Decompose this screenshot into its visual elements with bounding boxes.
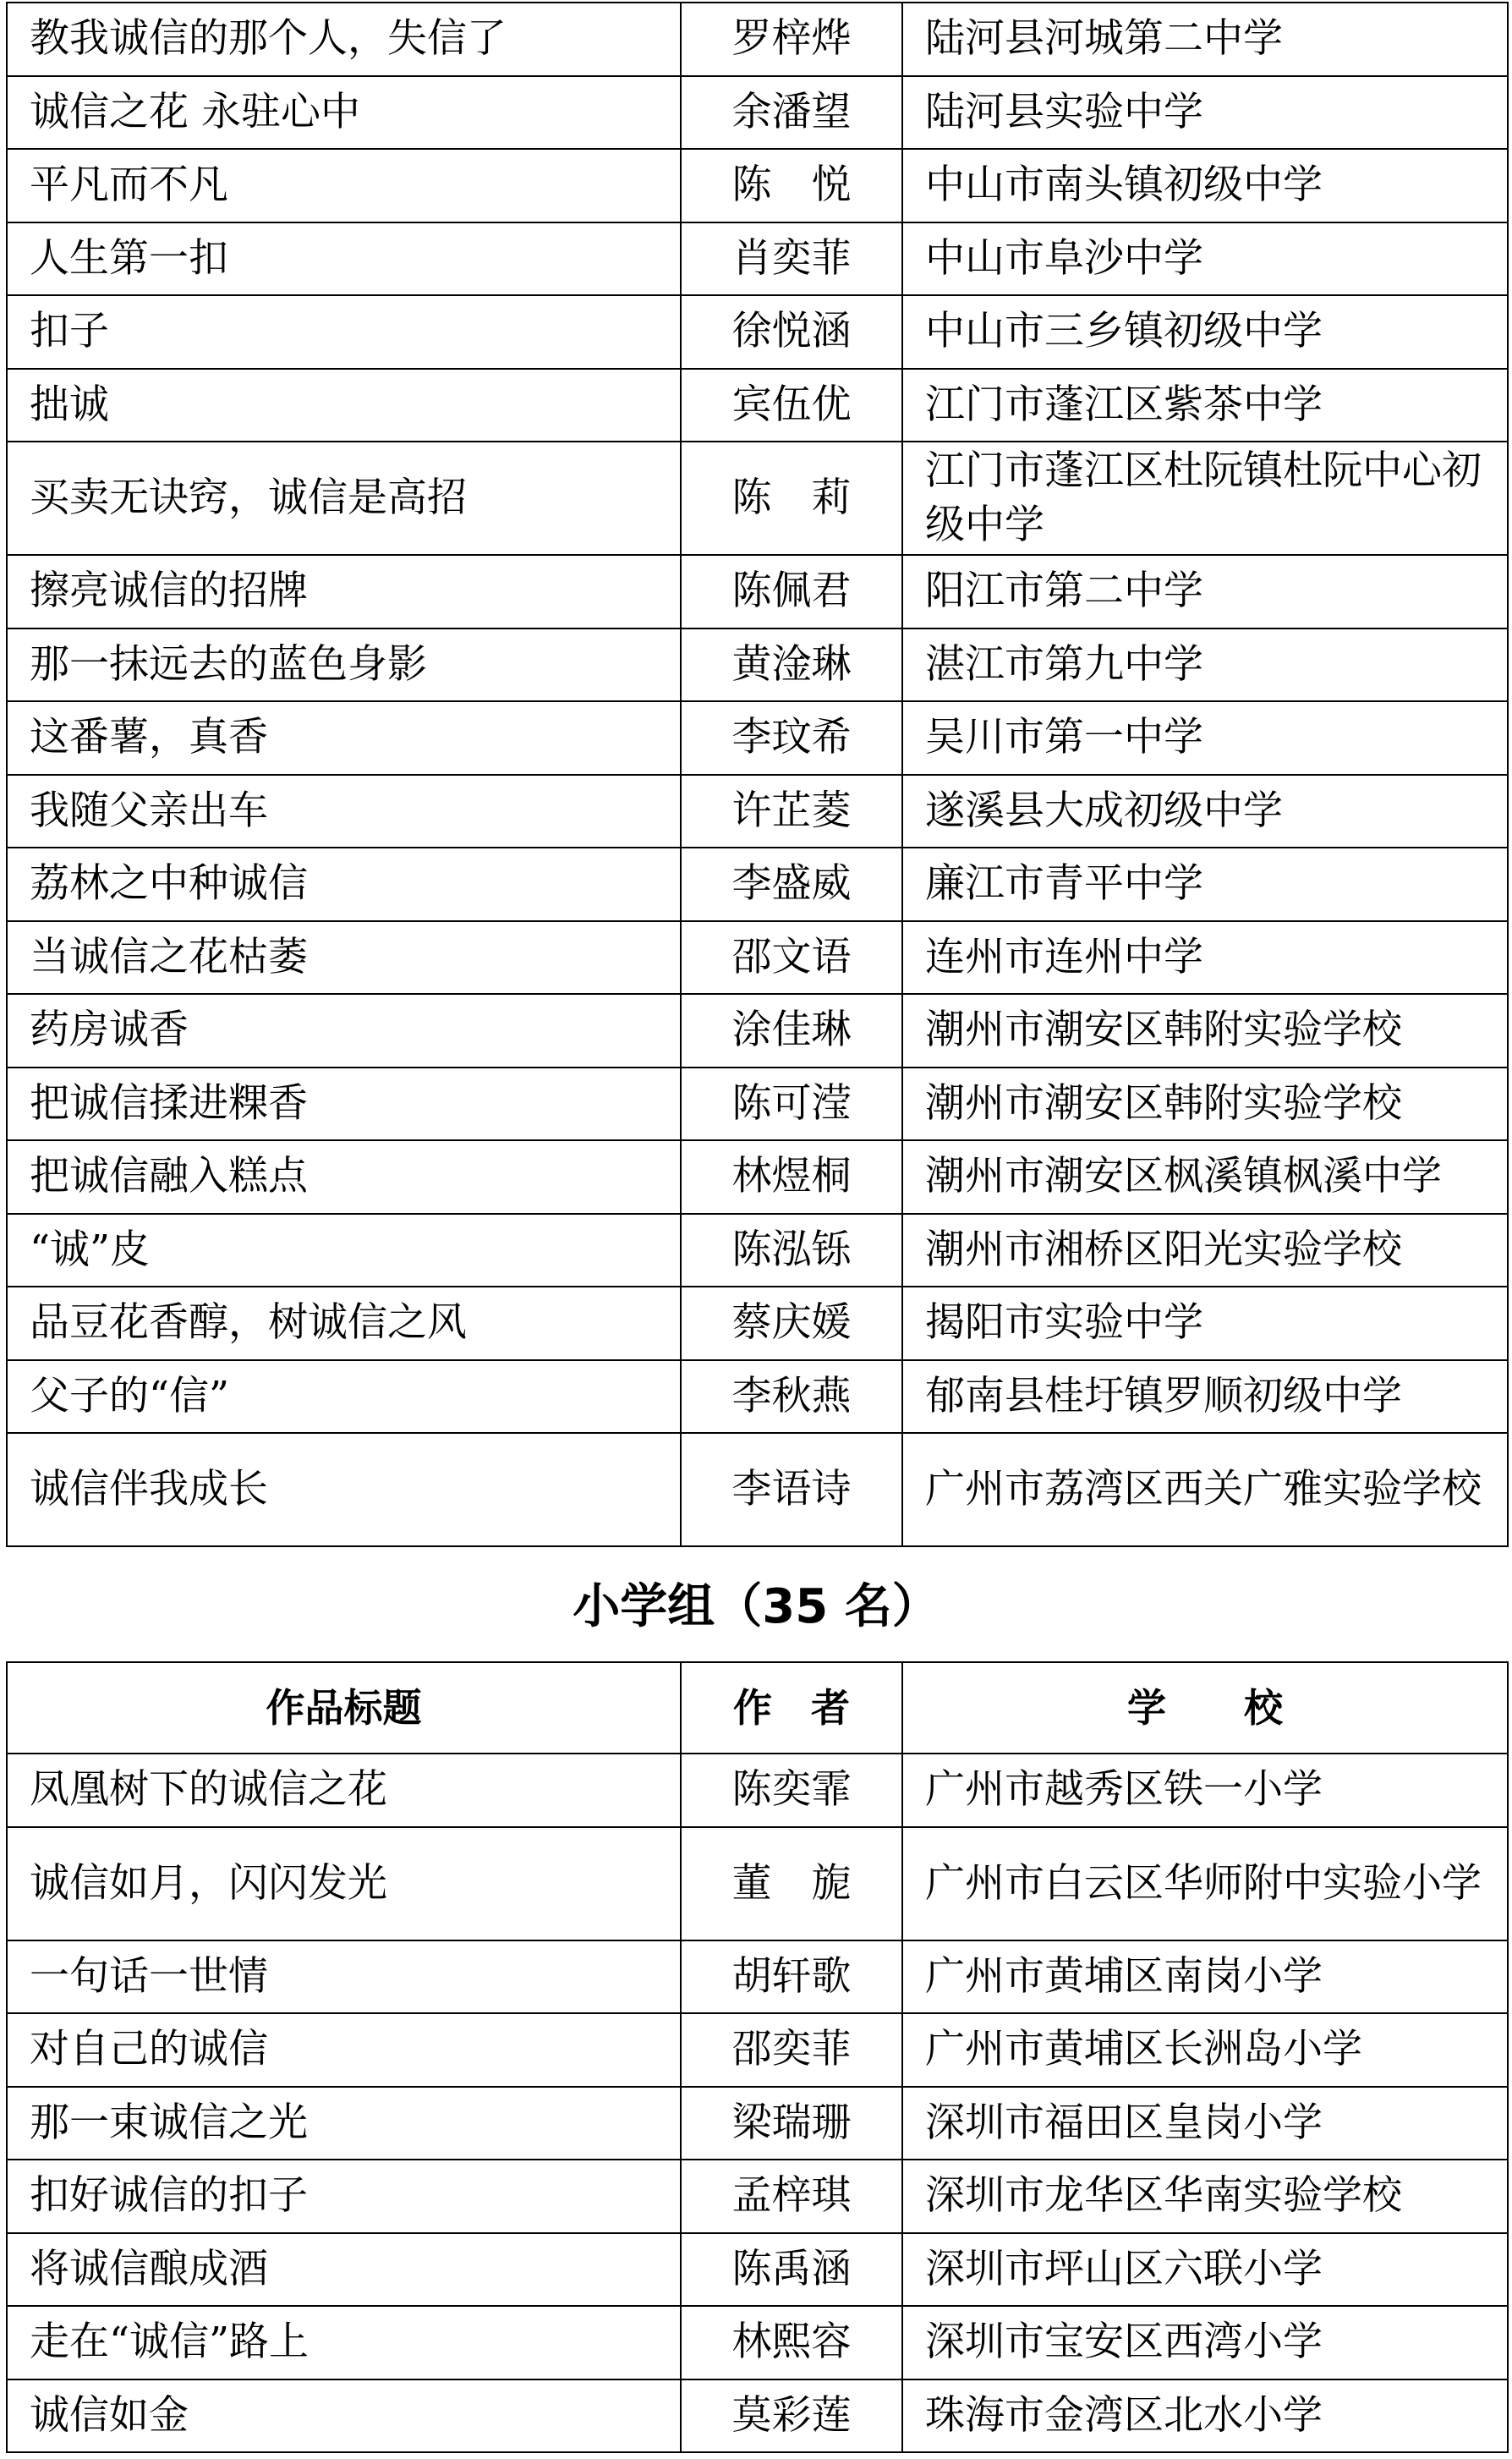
- author-cell: 罗梓烨: [681, 3, 902, 76]
- column-header-author: 作 者: [681, 1662, 902, 1754]
- awards-table-continued: [6, 2, 1509, 1547]
- school-cell: 广州市黄埔区长洲岛小学: [902, 2013, 1508, 2087]
- title-cell: 人生第一扣: [7, 222, 681, 296]
- school-cell: 广州市越秀区铁一小学: [902, 1754, 1508, 1827]
- author-cell: 涂佳琳: [681, 994, 902, 1068]
- title-cell: 拙诚: [7, 369, 681, 442]
- table-row: [7, 369, 1508, 442]
- author-cell: 邵文语: [681, 921, 902, 995]
- title-cell: 诚信如月，闪闪发光: [7, 1827, 681, 1940]
- school-cell: 广州市黄埔区南岗小学: [902, 1940, 1508, 2014]
- title-cell: 买卖无诀窍，诚信是高招: [7, 442, 681, 555]
- title-cell: 一句话一世情: [7, 1940, 681, 2014]
- title-cell: 那一抹远去的蓝色身影: [7, 628, 681, 702]
- title-cell: 诚信伴我成长: [7, 1433, 681, 1546]
- school-cell: 深圳市福田区皇岗小学: [902, 2087, 1508, 2160]
- title-cell: 对自己的诚信: [7, 2013, 681, 2087]
- table-row: [7, 1754, 1508, 1827]
- author-cell: 徐悦涵: [681, 295, 902, 369]
- school-cell: 遂溪县大成初级中学: [902, 775, 1508, 848]
- author-cell: 梁瑞珊: [681, 2087, 902, 2160]
- section-heading-primary-group: 小学组（35 名）: [572, 1579, 940, 1634]
- author-cell: 邵奕菲: [681, 2013, 902, 2087]
- school-cell: 中山市南头镇初级中学: [902, 149, 1508, 222]
- table-row: [7, 1214, 1508, 1287]
- title-cell: 这番薯，真香: [7, 701, 681, 775]
- author-cell: 李秋燕: [681, 1360, 902, 1434]
- school-cell: 潮州市潮安区枫溪镇枫溪中学: [902, 1140, 1508, 1214]
- school-cell: 廉江市青平中学: [902, 848, 1508, 921]
- table-row: [7, 775, 1508, 848]
- title-cell: 药房诚香: [7, 994, 681, 1068]
- author-cell: 余潘望: [681, 76, 902, 150]
- table-row: [7, 2087, 1508, 2160]
- awards-table-primary-group: [6, 1661, 1509, 2453]
- author-cell: 陈泓铄: [681, 1214, 902, 1287]
- author-cell: 肖奕菲: [681, 222, 902, 296]
- school-cell: 潮州市潮安区韩附实验学校: [902, 1068, 1508, 1141]
- school-cell: 中山市阜沙中学: [902, 222, 1508, 296]
- awards-table-body: [7, 1754, 1508, 2452]
- school-cell: 吴川市第一中学: [902, 701, 1508, 775]
- title-cell: 把诚信融入糕点: [7, 1140, 681, 1214]
- table-row: [7, 1287, 1508, 1360]
- table-row: [7, 2233, 1508, 2307]
- author-cell: 李盛威: [681, 848, 902, 921]
- table-row: [7, 848, 1508, 921]
- author-cell: 董 旎: [681, 1827, 902, 1940]
- table-header-row: [7, 1662, 1508, 1754]
- school-cell: 阳江市第二中学: [902, 555, 1508, 628]
- table-row: [7, 2306, 1508, 2379]
- table-row: [7, 2379, 1508, 2453]
- author-cell: 李语诗: [681, 1433, 902, 1546]
- table-row: [7, 921, 1508, 995]
- school-cell: 广州市白云区华师附中实验小学: [902, 1827, 1508, 1940]
- table-row: [7, 76, 1508, 150]
- title-cell: 诚信如金: [7, 2379, 681, 2453]
- author-cell: 宾伍优: [681, 369, 902, 442]
- author-cell: 胡轩歌: [681, 1940, 902, 2014]
- title-cell: 当诚信之花枯萎: [7, 921, 681, 995]
- author-cell: 林熙容: [681, 2306, 902, 2379]
- school-cell: 郁南县桂圩镇罗顺初级中学: [902, 1360, 1508, 1434]
- title-cell: 诚信之花 永驻心中: [7, 76, 681, 150]
- table-row: [7, 3, 1508, 76]
- school-cell: 湛江市第九中学: [902, 628, 1508, 702]
- school-cell: 江门市蓬江区杜阮镇杜阮中心初级中学: [902, 442, 1508, 555]
- author-cell: 林煜桐: [681, 1140, 902, 1214]
- awards-table-body: [7, 3, 1508, 1546]
- table-row: [7, 1827, 1508, 1940]
- author-cell: 陈禹涵: [681, 2233, 902, 2307]
- table-row: [7, 295, 1508, 369]
- table-row: [7, 701, 1508, 775]
- school-cell: 中山市三乡镇初级中学: [902, 295, 1508, 369]
- table-row: [7, 1940, 1508, 2014]
- author-cell: 莫彩莲: [681, 2379, 902, 2453]
- title-cell: 凤凰树下的诚信之花: [7, 1754, 681, 1827]
- table-row: [7, 222, 1508, 296]
- title-cell: 走在“诚信”路上: [7, 2306, 681, 2379]
- table-row: [7, 994, 1508, 1068]
- school-cell: 潮州市湘桥区阳光实验学校: [902, 1214, 1508, 1287]
- author-cell: 孟梓琪: [681, 2160, 902, 2233]
- school-cell: 深圳市坪山区六联小学: [902, 2233, 1508, 2307]
- school-cell: 深圳市宝安区西湾小学: [902, 2306, 1508, 2379]
- school-cell: 深圳市龙华区华南实验学校: [902, 2160, 1508, 2233]
- table-row: [7, 149, 1508, 222]
- table-row: [7, 555, 1508, 628]
- author-cell: 陈可滢: [681, 1068, 902, 1141]
- author-cell: 蔡庆媛: [681, 1287, 902, 1360]
- school-cell: 潮州市潮安区韩附实验学校: [902, 994, 1508, 1068]
- title-cell: 父子的“信”: [7, 1360, 681, 1434]
- table-row: [7, 628, 1508, 702]
- table-row: [7, 2160, 1508, 2233]
- column-header-title: 作品标题: [7, 1662, 681, 1754]
- school-cell: 江门市蓬江区紫茶中学: [902, 369, 1508, 442]
- title-cell: 教我诚信的那个人，失信了: [7, 3, 681, 76]
- title-cell: 品豆花香醇，树诚信之风: [7, 1287, 681, 1360]
- school-cell: 揭阳市实验中学: [902, 1287, 1508, 1360]
- author-cell: 陈 悦: [681, 149, 902, 222]
- table-row: [7, 1360, 1508, 1434]
- title-cell: 把诚信揉进粿香: [7, 1068, 681, 1141]
- title-cell: 那一束诚信之光: [7, 2087, 681, 2160]
- school-cell: 陆河县河城第二中学: [902, 3, 1508, 76]
- table-row: [7, 1068, 1508, 1141]
- school-cell: 陆河县实验中学: [902, 76, 1508, 150]
- title-cell: 荔林之中种诚信: [7, 848, 681, 921]
- title-cell: 扣好诚信的扣子: [7, 2160, 681, 2233]
- school-cell: 珠海市金湾区北水小学: [902, 2379, 1508, 2453]
- column-header-school: 学 校: [902, 1662, 1508, 1754]
- table-row: [7, 2013, 1508, 2087]
- author-cell: 李玟希: [681, 701, 902, 775]
- title-cell: 我随父亲出车: [7, 775, 681, 848]
- author-cell: 许芷菱: [681, 775, 902, 848]
- title-cell: 扣子: [7, 295, 681, 369]
- school-cell: 广州市荔湾区西关广雅实验学校: [902, 1433, 1508, 1546]
- author-cell: 陈 莉: [681, 442, 902, 555]
- table-row: [7, 1140, 1508, 1214]
- author-cell: 陈佩君: [681, 555, 902, 628]
- author-cell: 黄淦琳: [681, 628, 902, 702]
- title-cell: 将诚信酿成酒: [7, 2233, 681, 2307]
- title-cell: “诚”皮: [7, 1214, 681, 1287]
- author-cell: 陈奕霏: [681, 1754, 902, 1827]
- title-cell: 平凡而不凡: [7, 149, 681, 222]
- school-cell: 连州市连州中学: [902, 921, 1508, 995]
- table-row: [7, 442, 1508, 555]
- table-row: [7, 1433, 1508, 1546]
- title-cell: 擦亮诚信的招牌: [7, 555, 681, 628]
